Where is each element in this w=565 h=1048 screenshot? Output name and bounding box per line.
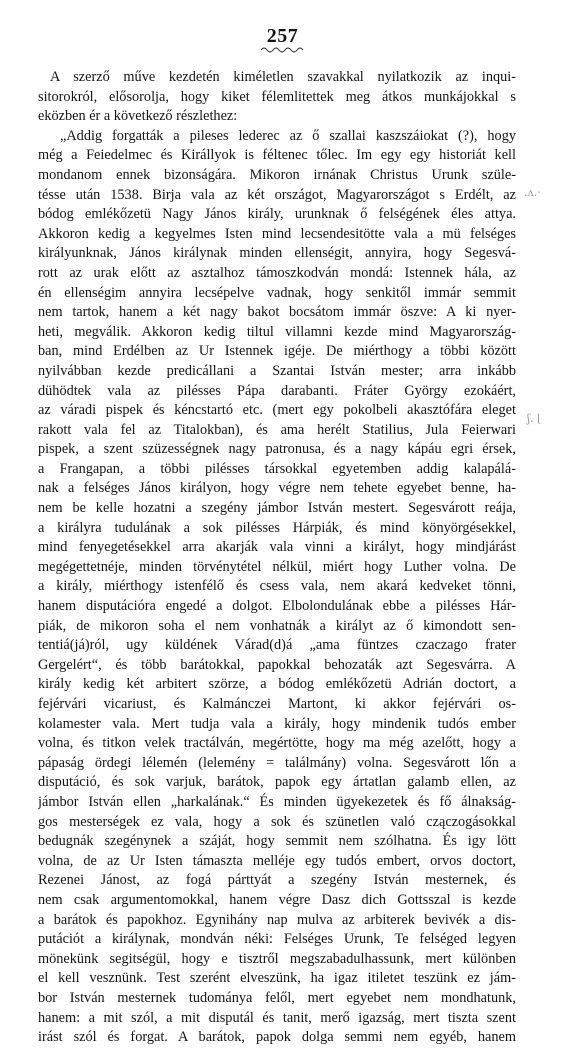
text-line: irást szól és forgat. A barátok, papok dolga semmi nem egyéb, hanem	[38, 1029, 516, 1046]
text-line: gos mesterségek ez vala, hogy a sok és szünetlen való czączogásokkal	[38, 813, 516, 830]
text-line: tésse után 1538. Birja vala az két országot, Magyarországot s Erdélt, az	[38, 186, 516, 203]
text-line: én ellenségim annyira lecsépelve vadnak, hogy senkitől immár semmit	[38, 284, 516, 301]
text-line: volna, és titkon velek tractálván, megértötte, hogy ma még azelőtt, hogy a	[38, 735, 516, 752]
text-line: rott az urak előtt az asztalhoz támoszkodván mondá: Istennek hála, az	[38, 264, 516, 281]
text-line: nak a felséges János királyon, hogy végre nem tehete egyebet benne, ha-	[38, 480, 516, 497]
text-line: sitorokról, elősorolja, hogy kiket félemlitettek meg átkos munkájokkal s	[38, 88, 516, 105]
margin-mark: ʃ. ⌊	[527, 412, 542, 425]
text-line: volna, de az Ur Isten támaszta melléje egy tudós embert, orvos doctort,	[38, 852, 516, 869]
text-line: dühödtek vala az pilésses Pápa darabanti. Fráter György ezokáért,	[38, 382, 516, 399]
text-line: király kedig két arbitert szörze, a bódog emlékőzetü Adrián doctort, a	[38, 676, 516, 693]
text-line: mondanom ennek bizonságára. Mikoron irnának Christus Urunk szüle-	[38, 166, 516, 183]
text-line: heti, megválik. Akkoron kedig tiltul villamni kezde mind Magyarország-	[38, 323, 516, 340]
text-line: mönekünk segitségül, hogy e tisztről megszabadulhassunk, mert különben	[38, 950, 516, 967]
text-line: hanem: a mit szól, a mit disputál és tanit, merő igazság, mert tiszta szent	[38, 1009, 516, 1026]
text-line: bor István mesternek tudománya felől, mert egyebet nem mondhatunk,	[38, 989, 516, 1006]
text-line: királyunknak, János királynak minden ellenségit, annyira, hogy Segesvá-	[38, 245, 516, 262]
page-number: 257	[266, 25, 299, 47]
text-line: bedugnák szegénynek a száját, hogy semmit nem szólhatna. És igy lött	[38, 833, 516, 850]
text-line: megégettetnéje, minden törvénytétel nélkül, miért hogy Luther volna. De	[38, 558, 516, 575]
text-line: pápaság ördegi lélemén (lelemény = találmány) volna. Segesvárott lőn a	[38, 754, 516, 771]
text-line: pispek, a szent szüzességnek nagy patronusa, és a nagy kápáu egri érsek,	[38, 441, 516, 458]
text-line: hanem disputációra engedé a dolgot. Elbolondulának ebbe a pilésses Hár-	[38, 598, 516, 615]
text-line: még a Feiedelmec és Királlyok is féltenec tőlec. Im egy egy historiát kell	[38, 147, 516, 164]
text-line: A szerző műve kezdetén kiméletlen szavakkal nyilatkozik az inqui-	[50, 69, 516, 85]
text-line: Akkoron kedig a kegyelmes Isten mind lecsendesitötte vala a mü felséges	[38, 225, 516, 242]
text-line: „Addig forgatták a pileses lederec az ő szallai kaszszáiokat (?), hogy	[60, 127, 516, 144]
text-line: rakott vala fel az Titalokban), és ama herélt Statilius, Jula Feierwari	[38, 421, 516, 438]
text-line: disputáció, és sok varjuk, barátok, papok egy ártatlan galamb ellen, az	[38, 774, 516, 791]
body-text	[38, 68, 516, 1048]
text-line: ban, mind Erdélben az Ur Istennek igéje. De miérthogy a többi között	[38, 343, 516, 360]
text-line: Rezenei Jánost, az fogá párttyát a szegény István mesternek, és	[38, 872, 516, 889]
text-line: a királyra tudulának a sok pilésses Hárpiák, és mind könyörgésekkel,	[38, 519, 516, 536]
text-line: eközben ér a következő részlethez:	[38, 108, 238, 125]
text-line: nem tartok, hanem a két nagy bakot bocsátom immár öszve: A ki nyer-	[38, 304, 516, 321]
text-line: jámbor István ellen „harkalának.“ És minden ügyekezetek és fő álnakság-	[38, 793, 516, 810]
text-line: az váradi pispek és kéncstartó etc. (mert egy pokolbeli akasztófára eleget	[38, 402, 516, 419]
text-line: tentiá(já)ról, ugy küldének Várad(d)á „ama füntzes czaczago frater	[38, 637, 516, 654]
text-line: bódog emlékőzetü Nagy János király, urunknak ő felségének éles attya.	[38, 206, 516, 223]
text-line: a barátok és papokhoz. Egynihány nap mulva az arbiterek bevivék a dis-	[38, 911, 516, 928]
text-line: kolamester vala. Mert tudja vala a király, hogy mindenik tudós ember	[38, 715, 516, 732]
text-line: nem be kelle hozatni a szegény jámbor István mestert. Segesvárott reája,	[38, 500, 516, 517]
text-line: el kell vesznünk. Test szerént elveszünk, ha igaz itiletet teszünk ez jám-	[38, 970, 516, 987]
text-line: a király, miérthogy istenfélő és csess vala, nem akará kedveket tönni,	[38, 578, 516, 595]
margin-mark: .ʌ.·	[524, 186, 541, 199]
text-line: fejérvári vicariust, és Kalmánczei Martont, ki akkor fejérvári os-	[38, 696, 516, 712]
text-line: nem csak argumentomokkal, hanem végre Dasz dich Gottsszal is kezde	[38, 891, 516, 908]
page-header	[0, 26, 565, 54]
text-line: nyilvábban kezde predicállani a Szantai István mester; arra inkább	[38, 362, 516, 379]
text-line: Gergelért“, és több barátokkal, papokkal behozaták azt Segesvárra. A	[38, 656, 516, 673]
text-line: a Frangapan, a többi pilésses társokkal egyetemben addig kalapálá-	[38, 460, 516, 477]
text-line: piák, de mikoron soha el nem vonhatnák a királyt az ő kimondott sen-	[38, 617, 516, 634]
wavy-ornament-icon	[260, 46, 306, 54]
text-line: putációt a királynak, mondván néki: Felséges Urunk, Te felséged legyen	[38, 931, 516, 948]
text-line: mind fenyegetésekkel arra akarják vala vinni a királyt, hogy mindjárást	[38, 539, 516, 556]
